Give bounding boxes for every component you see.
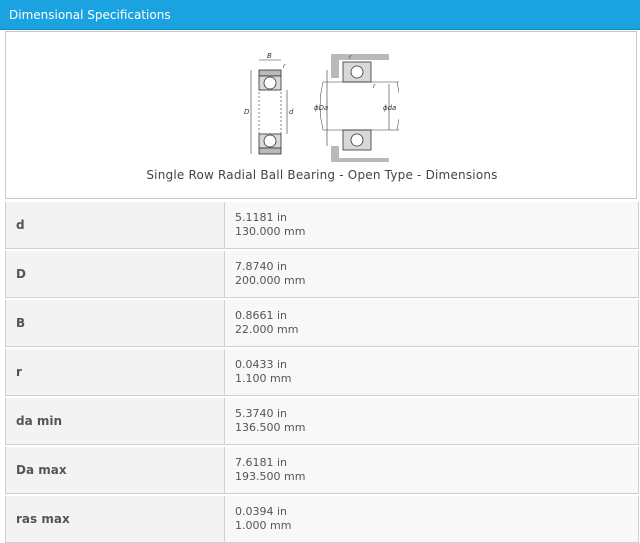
value-mm: 200.000 mm xyxy=(235,274,306,287)
label-d: d xyxy=(289,108,294,116)
value-mm: 22.000 mm xyxy=(235,323,299,336)
label-r-mount: r xyxy=(349,54,352,61)
value-in: 5.3740 in xyxy=(235,407,288,420)
value-mm: 136.500 mm xyxy=(235,421,306,434)
spec-value xyxy=(225,300,639,346)
spec-value xyxy=(225,349,639,395)
diagram-panel xyxy=(5,31,637,199)
label-ra: r xyxy=(373,83,376,90)
value-mm: 193.500 mm xyxy=(235,470,306,483)
table-row xyxy=(5,300,639,347)
spec-label: d xyxy=(5,202,225,248)
mounting-diagram xyxy=(314,54,399,162)
value-in: 5.1181 in xyxy=(235,211,288,224)
table-row xyxy=(5,496,639,543)
table-row xyxy=(5,251,639,298)
value-in: 7.6181 in xyxy=(235,456,288,469)
value-in: 0.0433 in xyxy=(235,358,288,371)
spec-label: da min xyxy=(5,398,225,444)
spec-label: D xyxy=(5,251,225,297)
label-D: D xyxy=(244,108,250,116)
value-in: 0.8661 in xyxy=(235,309,288,322)
spec-label: r xyxy=(5,349,225,395)
table-row xyxy=(5,447,639,494)
bearing-diagram xyxy=(239,50,399,162)
spec-value xyxy=(225,251,639,297)
label-B: B xyxy=(267,52,272,60)
spec-label: B xyxy=(5,300,225,346)
label-Da: ϕDa xyxy=(314,104,329,112)
value-mm: 1.100 mm xyxy=(235,372,292,385)
value-in: 0.0394 in xyxy=(235,505,288,518)
diagram-caption: Single Row Radial Ball Bearing - Open Type - Dimensions xyxy=(146,168,498,182)
spec-value xyxy=(225,202,639,248)
spec-label: ras max xyxy=(5,496,225,542)
bearing-cross-section xyxy=(244,52,294,154)
spec-value xyxy=(225,447,639,493)
table-row xyxy=(5,202,639,249)
table-row xyxy=(5,398,639,445)
table-row xyxy=(5,349,639,396)
value-mm: 130.000 mm xyxy=(235,225,306,238)
value-mm: 1.000 mm xyxy=(235,519,292,532)
value-in: 7.8740 in xyxy=(235,260,288,273)
spec-label: Da max xyxy=(5,447,225,493)
spec-table xyxy=(5,202,639,543)
section-header xyxy=(0,0,640,30)
label-r: r xyxy=(283,63,286,70)
label-da: ϕda xyxy=(383,104,397,112)
spec-value xyxy=(225,398,639,444)
section-title: Dimensional Specifications xyxy=(9,8,171,22)
spec-value xyxy=(225,496,639,542)
